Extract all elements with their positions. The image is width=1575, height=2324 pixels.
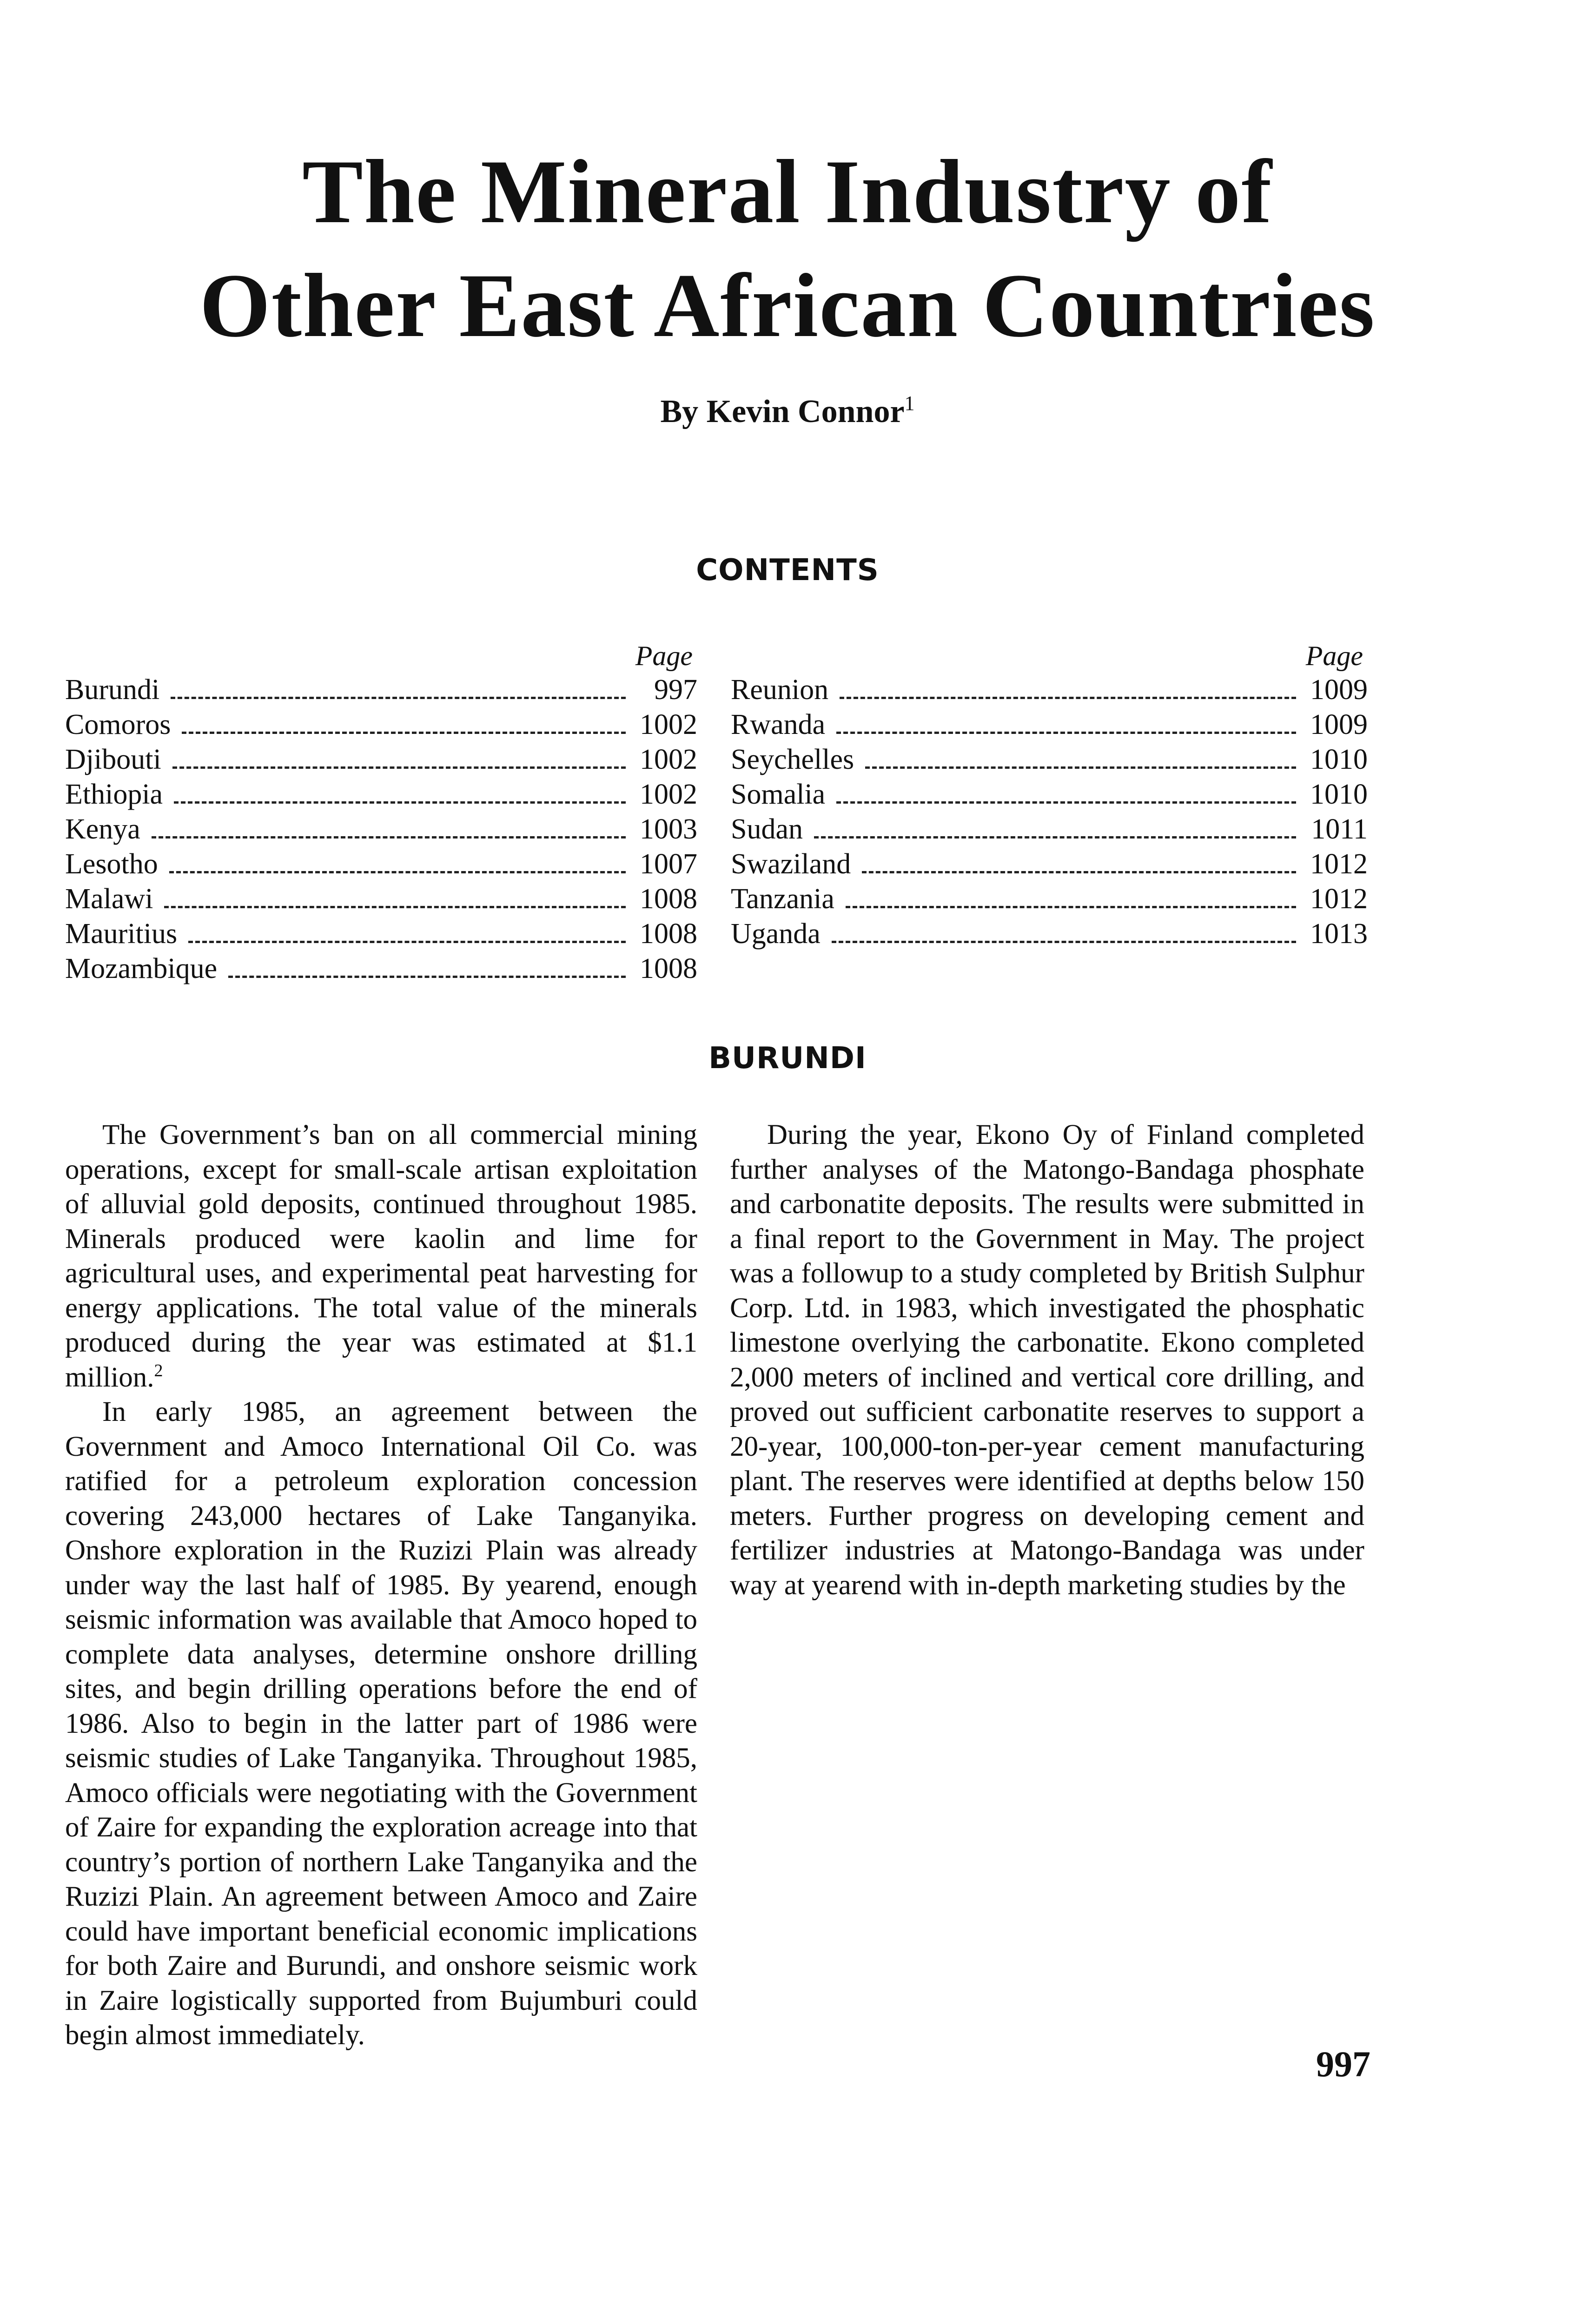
body-column-left	[65, 1118, 697, 2053]
dot-leader	[862, 852, 1296, 873]
footnote-mark: 1	[904, 392, 915, 415]
toc-entry-name: Burundi	[65, 674, 160, 706]
dot-leader	[164, 886, 626, 908]
toc-entry-page: 1002	[640, 744, 697, 775]
page-number: 997	[1316, 2044, 1370, 2084]
toc-entry-page: 997	[654, 674, 697, 706]
toc-entry	[731, 882, 1368, 917]
toc-entry-page: 1008	[640, 918, 697, 950]
toc-entry	[731, 777, 1368, 812]
toc-entry	[731, 812, 1368, 847]
toc-entry-page: 1009	[1310, 674, 1368, 706]
toc-entry-name: Mozambique	[65, 953, 218, 984]
contents-left-column	[65, 639, 697, 986]
toc-entry-name: Kenya	[65, 813, 140, 845]
toc-entry-name: Reunion	[731, 674, 829, 706]
article-title	[0, 135, 1575, 363]
contents-heading: CONTENTS	[696, 553, 879, 588]
toc-entry-page: 1012	[1310, 848, 1368, 880]
toc-entry	[731, 847, 1368, 882]
title-line-1: The Mineral Industry of	[302, 141, 1273, 242]
dot-leader	[171, 677, 626, 699]
toc-entry-page: 1010	[1310, 779, 1368, 810]
toc-entry-name: Sudan	[731, 813, 803, 845]
paragraph-amoco: In early 1985, an agreement between the Government and Amoco International Oil Co. was ratified for a petroleum exploration concession covering 243,000 hectares of Lake Tanganyika. Onshore exploration in the Ruzizi Plain was already under way the last half of 1985. By yearend, enough seismic information was available that Amoco hoped to complete data analyses, determine onshore drilling sites, and begin drilling operations before the end of 1986. Also to begin in the latter part of 1986 were seismic studies of Lake Tanganyika. Throughout 1985, Amoco officials were negotiating with the Government of Zaire for expanding the exploration acreage into that country’s portion of northern Lake Tanganyika and the Ruzizi Plain. An agreement between Amoco and Zaire could have important beneficial economic implications for both Zaire and Burundi, and onshore seismic work in Zaire logistically supported from Bujumburi could begin almost immediately.	[65, 1396, 697, 2051]
author-name: By Kevin Connor	[660, 394, 905, 429]
dot-leader	[836, 782, 1296, 804]
toc-entry	[65, 951, 697, 986]
dot-leader	[836, 712, 1296, 734]
paragraph-ekono: During the year, Ekono Oy of Finland completed further analyses of the Matongo-Bandaga phosphate and carbonatite deposits. The results were submitted in a final report to the Government in May. The project was a followup to a study completed by British Sulphur Corp. Ltd. in 1983, which investigated the phosphatic limestone overlying the carbonatite. Ekono completed 2,000 meters of inclined and vertical core drilling, and proved out sufficient carbonatite reserves to support a 20-year, 100,000-ton-per-year cement manufacturing plant. The reserves were identified at depths below 150 meters. Further progress on developing cement and fertilizer industries at Matongo-Bandaga was under way at yearend with in-depth marketing studies by the	[730, 1119, 1364, 1601]
toc-entry	[65, 882, 697, 917]
dot-leader	[228, 956, 626, 978]
contents-right-column	[731, 639, 1368, 951]
toc-entry	[731, 673, 1368, 707]
toc-entry	[65, 917, 697, 951]
toc-entry-name: Comoros	[65, 709, 171, 740]
burundi-heading: BURUNDI	[708, 1041, 867, 1076]
dot-leader	[865, 747, 1296, 769]
toc-entry-name: Malawi	[65, 883, 153, 915]
toc-entry-name: Djibouti	[65, 744, 161, 775]
paragraph-ban	[65, 1118, 697, 1395]
toc-entry-page: 1013	[1310, 918, 1368, 950]
dot-leader	[152, 817, 626, 838]
dot-leader	[169, 852, 626, 873]
toc-entry-page: 1003	[640, 813, 697, 845]
dot-leader	[814, 817, 1296, 838]
toc-entry-name: Lesotho	[65, 848, 158, 880]
dot-leader	[840, 677, 1296, 699]
toc-entry-name: Somalia	[731, 779, 826, 810]
toc-entry	[65, 812, 697, 847]
toc-entry-page: 1008	[640, 883, 697, 915]
dot-leader	[188, 921, 626, 943]
toc-entry	[65, 847, 697, 882]
toc-entry-name: Ethiopia	[65, 779, 163, 810]
toc-entry	[731, 917, 1368, 951]
title-line-2: Other East African Countries	[199, 255, 1376, 356]
dot-leader	[832, 921, 1296, 943]
toc-entry-name: Swaziland	[731, 848, 851, 880]
page-column-label: Page	[1305, 640, 1363, 671]
toc-entry	[731, 742, 1368, 777]
toc-entry-name: Uganda	[731, 918, 821, 950]
dot-leader	[172, 747, 626, 769]
toc-entry-page: 1009	[1310, 709, 1368, 740]
byline	[0, 391, 1575, 430]
footnote-mark: 2	[154, 1360, 163, 1380]
toc-entry	[65, 777, 697, 812]
dot-leader	[174, 782, 626, 804]
toc-entry-page: 1007	[640, 848, 697, 880]
toc-entry-name: Tanzania	[731, 883, 834, 915]
toc-entry-page: 1010	[1310, 744, 1368, 775]
toc-entry-page: 1002	[640, 779, 697, 810]
toc-entry-page: 1011	[1311, 813, 1368, 845]
toc-entry-name: Mauritius	[65, 918, 178, 950]
toc-entry-page: 1008	[640, 953, 697, 984]
toc-entry	[65, 707, 697, 742]
toc-entry-name: Rwanda	[731, 709, 826, 740]
page-column-label: Page	[635, 640, 693, 671]
toc-entry	[731, 707, 1368, 742]
toc-entry-page: 1012	[1310, 883, 1368, 915]
toc-entry	[65, 673, 697, 707]
dot-leader	[846, 886, 1296, 908]
paragraph-ban-text: The Government’s ban on all commercial mining operations, except for small-scale artisan exploitation of alluvial gold deposits, continued throughout 1985. Minerals produced were kaolin and lime for agricultural uses, and experimental peat harvesting for energy applications. The total value of the minerals produced during the year was estimated at $1.1 million.	[65, 1119, 697, 1393]
dot-leader	[182, 712, 626, 734]
toc-entry-page: 1002	[640, 709, 697, 740]
toc-entry	[65, 742, 697, 777]
toc-entry-name: Seychelles	[731, 744, 854, 775]
body-column-right	[730, 1118, 1364, 1603]
